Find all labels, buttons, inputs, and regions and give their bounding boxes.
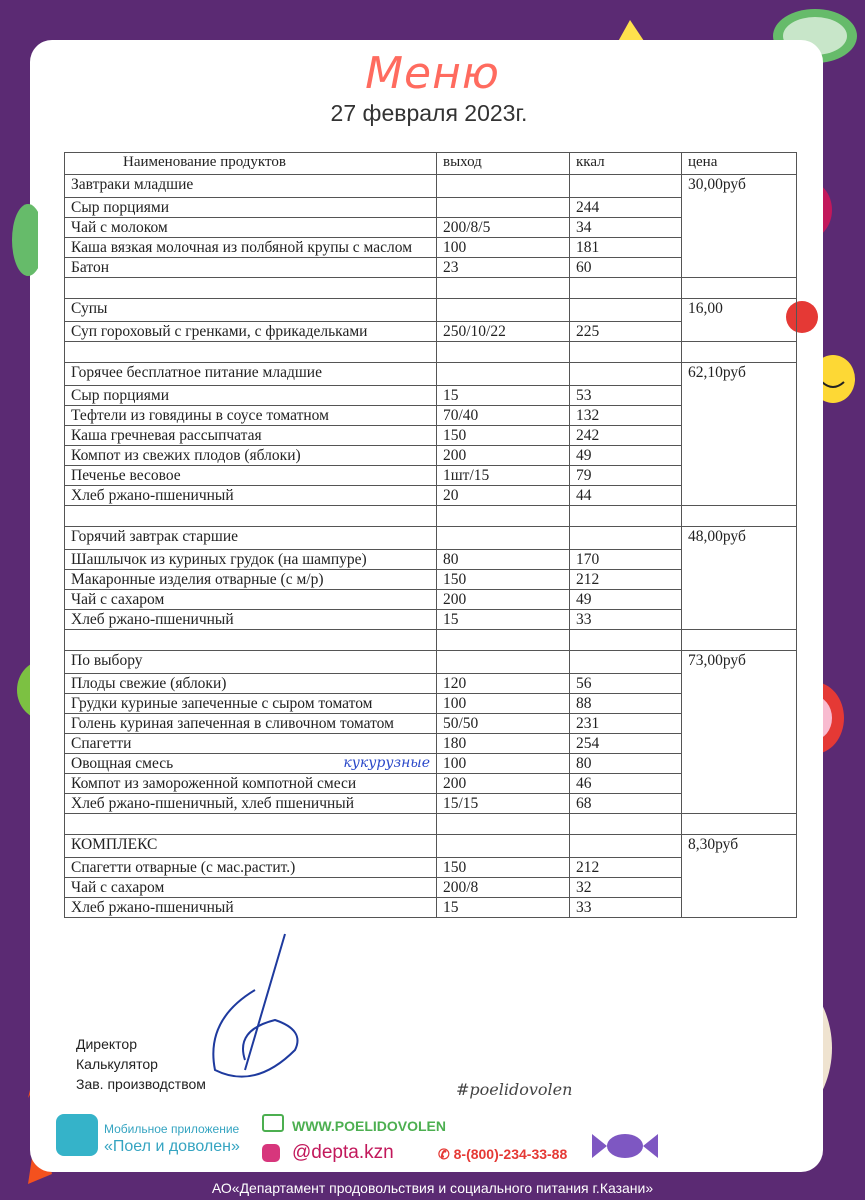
app-label: Мобильное приложение bbox=[104, 1122, 240, 1136]
spacer-cell bbox=[570, 278, 682, 299]
item-output: 180 bbox=[437, 734, 570, 754]
column-header-kcal: ккал bbox=[570, 153, 682, 175]
footer-organization: АО«Департамент продовольствия и социального питания г.Казани» bbox=[211, 1180, 654, 1196]
section-empty-cell bbox=[437, 363, 570, 386]
section-header-row bbox=[65, 363, 797, 386]
candy-icon bbox=[590, 1126, 660, 1166]
item-kcal: 242 bbox=[570, 426, 682, 446]
item-output: 200 bbox=[437, 590, 570, 610]
item-output: 15/15 bbox=[437, 794, 570, 814]
item-kcal: 49 bbox=[570, 590, 682, 610]
staff-signatures bbox=[76, 1034, 206, 1094]
item-output: 15 bbox=[437, 610, 570, 630]
item-kcal: 53 bbox=[570, 386, 682, 406]
item-name: Макаронные изделия отварные (с м/р) bbox=[65, 570, 437, 590]
app-promo[interactable] bbox=[104, 1120, 240, 1156]
item-name: Чай с сахаром bbox=[65, 878, 437, 898]
item-name: Хлеб ржано-пшеничный bbox=[65, 898, 437, 918]
item-kcal: 170 bbox=[570, 550, 682, 570]
section-price: 73,00руб bbox=[682, 651, 797, 814]
spacer-cell bbox=[682, 630, 797, 651]
app-name: «Поел и доволен» bbox=[104, 1138, 240, 1155]
item-output: 80 bbox=[437, 550, 570, 570]
spacer-cell bbox=[437, 506, 570, 527]
phone-number[interactable]: ✆ 8-(800)-234-33-88 bbox=[438, 1146, 568, 1162]
handwritten-signature bbox=[195, 930, 315, 1100]
item-output: 100 bbox=[437, 694, 570, 714]
leaf-icon bbox=[8, 200, 38, 280]
item-kcal: 60 bbox=[570, 258, 682, 278]
item-output bbox=[437, 198, 570, 218]
item-kcal: 231 bbox=[570, 714, 682, 734]
section-header-row bbox=[65, 835, 797, 858]
spacer-cell bbox=[65, 278, 437, 299]
spacer-row bbox=[65, 342, 797, 363]
section-price: 30,00руб bbox=[682, 175, 797, 278]
item-kcal: 88 bbox=[570, 694, 682, 714]
item-output: 200 bbox=[437, 446, 570, 466]
section-price: 62,10руб bbox=[682, 363, 797, 506]
item-kcal: 212 bbox=[570, 858, 682, 878]
staff-director: Директор bbox=[76, 1036, 137, 1052]
section-price: 48,00руб bbox=[682, 527, 797, 630]
menu-table bbox=[64, 152, 797, 918]
section-empty-cell bbox=[570, 363, 682, 386]
item-output: 200 bbox=[437, 774, 570, 794]
section-header-row bbox=[65, 175, 797, 198]
spacer-cell bbox=[65, 814, 437, 835]
item-output: 150 bbox=[437, 426, 570, 446]
menu-body bbox=[65, 175, 797, 918]
item-name: Компот из свежих плодов (яблоки) bbox=[65, 446, 437, 466]
item-kcal: 225 bbox=[570, 322, 682, 342]
item-name: Хлеб ржано-пшеничный bbox=[65, 486, 437, 506]
instagram-icon bbox=[262, 1144, 280, 1162]
item-output: 150 bbox=[437, 858, 570, 878]
item-kcal: 32 bbox=[570, 878, 682, 898]
section-empty-cell bbox=[437, 175, 570, 198]
item-name: Овощная смесь кукурузные bbox=[65, 754, 437, 774]
item-name: Сыр порциями bbox=[65, 198, 437, 218]
item-kcal: 132 bbox=[570, 406, 682, 426]
item-output: 15 bbox=[437, 898, 570, 918]
website-icon bbox=[262, 1114, 284, 1132]
section-price: 8,30руб bbox=[682, 835, 797, 918]
item-kcal: 56 bbox=[570, 674, 682, 694]
spacer-cell bbox=[437, 630, 570, 651]
item-kcal: 80 bbox=[570, 754, 682, 774]
item-name: Спагетти bbox=[65, 734, 437, 754]
section-title: Завтраки младшие bbox=[65, 175, 437, 198]
column-header-price: цена bbox=[682, 153, 797, 175]
item-name: Хлеб ржано-пшеничный, хлеб пшеничный bbox=[65, 794, 437, 814]
item-output: 100 bbox=[437, 238, 570, 258]
spacer-cell bbox=[65, 506, 437, 527]
section-title: КОМПЛЕКС bbox=[65, 835, 437, 858]
section-title: Супы bbox=[65, 299, 437, 322]
item-kcal: 49 bbox=[570, 446, 682, 466]
item-output: 250/10/22 bbox=[437, 322, 570, 342]
item-name: Суп гороховый с гренками, с фрикадельками bbox=[65, 322, 437, 342]
column-header-name: Наименование продуктов bbox=[65, 153, 437, 175]
item-output: 50/50 bbox=[437, 714, 570, 734]
item-name: Батон bbox=[65, 258, 437, 278]
item-output: 1шт/15 bbox=[437, 466, 570, 486]
item-kcal: 34 bbox=[570, 218, 682, 238]
item-name: Грудки куриные запеченные с сыром томатом bbox=[65, 694, 437, 714]
section-empty-cell bbox=[570, 175, 682, 198]
spacer-cell bbox=[437, 814, 570, 835]
column-header-output: выход bbox=[437, 153, 570, 175]
item-name: Чай с сахаром bbox=[65, 590, 437, 610]
handwritten-note: кукурузные bbox=[343, 755, 430, 771]
spacer-cell bbox=[682, 342, 797, 363]
spacer-row bbox=[65, 814, 797, 835]
instagram-handle[interactable]: @depta.kzn bbox=[292, 1142, 394, 1163]
item-kcal: 244 bbox=[570, 198, 682, 218]
item-kcal: 181 bbox=[570, 238, 682, 258]
spacer-cell bbox=[570, 342, 682, 363]
thumbs-up-icon[interactable] bbox=[56, 1114, 98, 1156]
section-empty-cell bbox=[437, 299, 570, 322]
section-header-row bbox=[65, 527, 797, 550]
page-title: Меню bbox=[365, 48, 500, 99]
item-name: Плоды свежие (яблоки) bbox=[65, 674, 437, 694]
item-name: Шашлычок из куриных грудок (на шампуре) bbox=[65, 550, 437, 570]
hashtag: #poelidovolen bbox=[456, 1080, 573, 1099]
section-empty-cell bbox=[570, 299, 682, 322]
item-name: Чай с молоком bbox=[65, 218, 437, 238]
spacer-cell bbox=[437, 342, 570, 363]
item-kcal: 33 bbox=[570, 898, 682, 918]
table-header-row bbox=[65, 153, 797, 175]
spacer-cell bbox=[570, 506, 682, 527]
item-output: 200/8 bbox=[437, 878, 570, 898]
item-kcal: 79 bbox=[570, 466, 682, 486]
section-title: Горячее бесплатное питание младшие bbox=[65, 363, 437, 386]
staff-calculator: Калькулятор bbox=[76, 1056, 158, 1072]
spacer-cell bbox=[682, 814, 797, 835]
staff-production-head: Зав. производством bbox=[76, 1076, 206, 1092]
spacer-row bbox=[65, 278, 797, 299]
item-name: Спагетти отварные (с мас.растит.) bbox=[65, 858, 437, 878]
section-header-row bbox=[65, 651, 797, 674]
item-output: 70/40 bbox=[437, 406, 570, 426]
section-header-row bbox=[65, 299, 797, 322]
item-name: Печенье весовое bbox=[65, 466, 437, 486]
spacer-cell bbox=[65, 342, 437, 363]
item-output: 120 bbox=[437, 674, 570, 694]
spacer-cell bbox=[682, 278, 797, 299]
item-name: Голень куриная запеченная в сливочном томатом bbox=[65, 714, 437, 734]
spacer-cell bbox=[570, 630, 682, 651]
section-title: По выбору bbox=[65, 651, 437, 674]
spacer-row bbox=[65, 630, 797, 651]
item-output: 20 bbox=[437, 486, 570, 506]
item-output: 15 bbox=[437, 386, 570, 406]
item-name: Каша гречневая рассыпчатая bbox=[65, 426, 437, 446]
item-kcal: 254 bbox=[570, 734, 682, 754]
spacer-cell bbox=[437, 278, 570, 299]
item-name: Каша вязкая молочная из полбяной крупы с маслом bbox=[65, 238, 437, 258]
spacer-cell bbox=[65, 630, 437, 651]
spacer-row bbox=[65, 506, 797, 527]
item-kcal: 44 bbox=[570, 486, 682, 506]
section-price: 16,00 bbox=[682, 299, 797, 342]
section-empty-cell bbox=[570, 835, 682, 858]
item-kcal: 46 bbox=[570, 774, 682, 794]
item-name: Тефтели из говядины в соусе томатном bbox=[65, 406, 437, 426]
phone-text: 8-(800)-234-33-88 bbox=[453, 1146, 568, 1162]
item-kcal: 212 bbox=[570, 570, 682, 590]
section-empty-cell bbox=[570, 527, 682, 550]
item-output: 23 bbox=[437, 258, 570, 278]
section-empty-cell bbox=[570, 651, 682, 674]
section-empty-cell bbox=[437, 651, 570, 674]
spacer-cell bbox=[570, 814, 682, 835]
spacer-cell bbox=[682, 506, 797, 527]
item-kcal: 68 bbox=[570, 794, 682, 814]
item-name: Сыр порциями bbox=[65, 386, 437, 406]
menu-date: 27 февраля 2023г. bbox=[330, 100, 528, 126]
section-title: Горячий завтрак старшие bbox=[65, 527, 437, 550]
item-output: 150 bbox=[437, 570, 570, 590]
item-output: 100 bbox=[437, 754, 570, 774]
item-kcal: 33 bbox=[570, 610, 682, 630]
website-link[interactable]: WWW.POELIDOVOLEN bbox=[292, 1118, 446, 1134]
section-empty-cell bbox=[437, 527, 570, 550]
item-name: Компот из замороженной компотной смеси bbox=[65, 774, 437, 794]
section-empty-cell bbox=[437, 835, 570, 858]
item-name: Хлеб ржано-пшеничный bbox=[65, 610, 437, 630]
item-output: 200/8/5 bbox=[437, 218, 570, 238]
